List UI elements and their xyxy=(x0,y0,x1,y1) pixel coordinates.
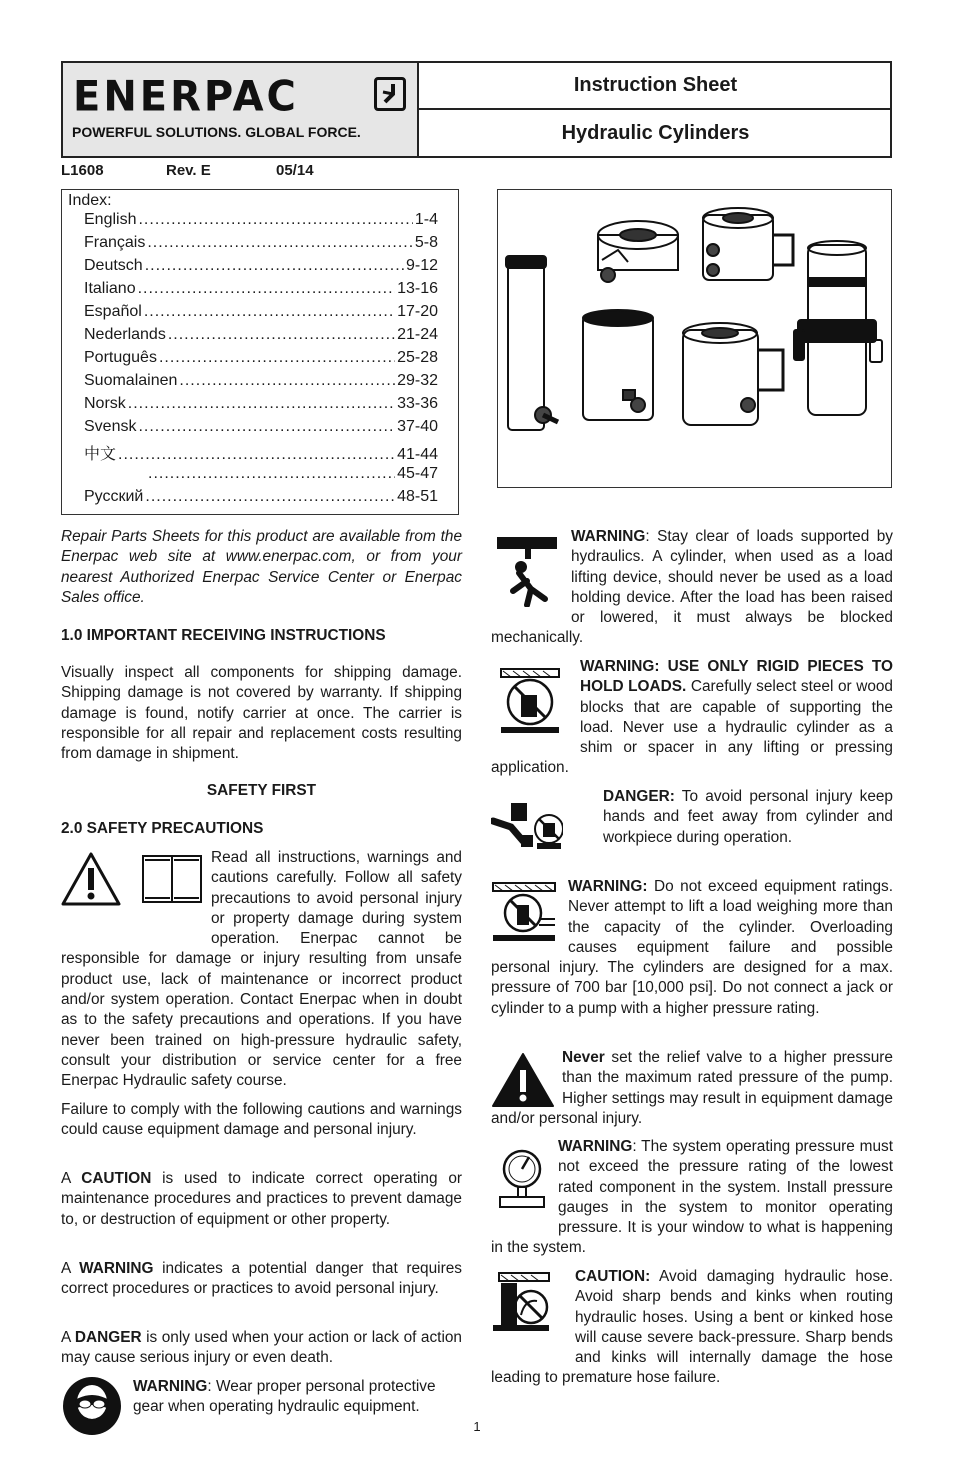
safety-precautions-text: Read all instructions, warnings and cautions carefully. Follow all safety precautions to avoid personal injury or property damage during system operation. Enerpac cannot be responsible for damage or injury resulting from unsafe product use, lack of maintenance or incorrect product and/or system operation. Contact Enerpac when in doubt as to the safety precautions and operations. If you have never been trained on high-pressure hydraulic safety, consult your distribution or service center for a free Enerpac Hydraulic safety course. xyxy=(61,849,462,1090)
warning-loads-text: : Stay clear of loads supported by hydraulics. A cylinder, when used as a load lifting device, should never be used as a load holding device. After the load has been raised or lowered, it must always be blocked mechanically. xyxy=(491,528,893,647)
document-subtitle: Hydraulic Cylinders xyxy=(561,121,750,144)
index-pages: 33-36 xyxy=(397,395,438,412)
index-entry xyxy=(84,326,438,348)
brand-tagline: POWERFUL SOLUTIONS. GLOBAL FORCE. xyxy=(72,124,361,140)
failure-comply-text: Failure to comply with the following cautions and warnings could cause equipment damage and personal injury. xyxy=(61,1101,462,1139)
index-pages: 45-47 xyxy=(397,465,438,482)
index-language: Français xyxy=(84,234,146,251)
index-leader-dots xyxy=(144,303,395,321)
hose-kink-icon xyxy=(491,1267,575,1349)
index-leader-dots xyxy=(138,280,395,298)
warning-loads-block xyxy=(491,527,893,649)
danger-hands-block xyxy=(491,787,893,848)
overload-icon xyxy=(491,877,568,939)
safety-first-heading: SAFETY FIRST xyxy=(206,782,317,799)
index-leader-dots xyxy=(159,349,395,367)
caution-label: CAUTION: xyxy=(575,1268,651,1285)
warning-ratings-text: Do not exceed equipment ratings. Never attempt to lift a load weighing more than the capacity of the cylinder. Overloading causes equipment failure and possible personal injury. The cylinders are designed for a max. pressure of 700 bar [10,000 psi]. Do not connect a jack or cylinder to a pump with a higher pressure rating. xyxy=(491,878,893,1017)
brand-mark-icon xyxy=(374,77,406,111)
index-language: Español xyxy=(84,303,142,320)
index-language: Nederlands xyxy=(84,326,166,343)
never-label: Never xyxy=(562,1049,605,1066)
index-leader-dots xyxy=(145,488,395,506)
receiving-instructions-text: Visually inspect all components for shipping damage. Shipping damage is not covered by warranty. If shipping damage is found, notify carrier at once. The carrier is responsible for all repair and replacement costs resulting from damage in shipment. xyxy=(61,664,462,763)
danger-definition: A DANGER is only used when your action or lack of action may cause serious injury or even death. xyxy=(61,1329,462,1367)
index-language: Русский xyxy=(84,488,144,505)
index-entry xyxy=(84,441,438,463)
index-pages: 9-12 xyxy=(405,257,438,274)
index-entry xyxy=(84,280,438,302)
warning-label: WARNING: USE ONLY RIGID PIECES TO HOLD LOADS. xyxy=(580,658,893,696)
falling-load-icon xyxy=(491,527,571,609)
index-entry xyxy=(84,465,438,487)
index-pages: 29-32 xyxy=(397,372,438,389)
danger-label: DANGER: xyxy=(603,788,675,805)
index-leader-dots xyxy=(147,234,413,252)
index-language: Italiano xyxy=(84,280,136,297)
index-leader-dots xyxy=(168,326,395,344)
caution-hose-text: Avoid damaging hydraulic hose. Avoid sharp bends and kinks when routing hydraulic hoses. Using a bent or kinked hose will cause severe back-pressure. Sharp bends and kinks will internally damage the hose leading to premature hose failure. xyxy=(491,1268,893,1387)
index-language: English xyxy=(84,211,137,228)
pressure-gauge-icon xyxy=(491,1137,558,1219)
caution-label: CAUTION xyxy=(81,1170,152,1187)
safety-icons xyxy=(61,848,211,930)
no-cylinder-shim-icon xyxy=(491,657,580,739)
header-block xyxy=(61,61,892,158)
index-language: Svensk xyxy=(84,418,137,435)
index-entry xyxy=(84,418,438,440)
index-language: Suomalainen xyxy=(84,372,178,389)
index-leader-dots xyxy=(145,257,404,275)
index-leader-dots xyxy=(138,211,412,229)
warning-rigid-pieces-text: Carefully select steel or wood blocks that are capable of supporting the load. Never use a hydraulic cylinder as a shim or spacer in any lifting or pressing application. xyxy=(491,678,893,777)
warning-label: WARNING xyxy=(558,1138,633,1155)
document-number: L1608 xyxy=(61,162,104,179)
caution-definition: A CAUTION is used to indicate correct operating or maintenance procedures and practices to prevent damage to, or destruction of equipment or other property. xyxy=(61,1170,463,1228)
caution-hose-block xyxy=(491,1267,893,1389)
index-pages: 48-51 xyxy=(397,488,438,505)
warning-label: WARNING xyxy=(79,1260,154,1277)
danger-label: DANGER xyxy=(74,1329,142,1346)
index-language: Norsk xyxy=(84,395,126,412)
index-entry xyxy=(84,395,438,417)
index-pages: 5-8 xyxy=(414,234,438,251)
logo-cell xyxy=(63,63,419,156)
keep-hands-away-icon xyxy=(491,787,603,847)
language-index xyxy=(61,189,459,515)
warning-pressure-block xyxy=(491,1137,893,1259)
index-language: Português xyxy=(84,349,157,366)
index-pages: 41-44 xyxy=(397,446,438,463)
index-language: Deutsch xyxy=(84,257,143,274)
index-language: 中文 xyxy=(84,446,117,463)
manual-book-icon xyxy=(143,856,201,902)
warning-pressure-text: : The system operating pressure must not exceed the pressure rating of the lowest rated component in the system. Install pressure gauges in the system to monitor operating pressure. It is your window to what is happening in the system. xyxy=(491,1138,893,1257)
index-entry xyxy=(84,257,438,279)
warning-label: WARNING: xyxy=(568,878,648,895)
warning-label: WARNING xyxy=(571,528,646,545)
danger-hands-text: To avoid personal injury keep hands and feet away from cylinder and workpiece during operation. xyxy=(603,788,893,846)
index-leader-dots xyxy=(138,418,395,436)
index-entry xyxy=(84,372,438,394)
index-entry xyxy=(84,234,438,256)
safety-precautions-block xyxy=(61,848,462,1092)
index-title: Index: xyxy=(68,192,112,209)
warning-triangle-icon xyxy=(63,854,119,904)
index-pages: 21-24 xyxy=(397,326,438,343)
index-pages: 37-40 xyxy=(397,418,438,435)
index-leader-dots xyxy=(128,395,395,413)
document-date: 05/14 xyxy=(276,162,314,179)
document-revision: Rev. E xyxy=(166,162,211,179)
index-leader-dots xyxy=(148,465,395,483)
index-pages: 13-16 xyxy=(397,280,438,297)
brand-logo: ENERPAC xyxy=(73,72,299,122)
index-leader-dots xyxy=(118,446,395,464)
document-title: Instruction Sheet xyxy=(419,63,892,110)
warning-definition: A WARNING indicates a potential danger that requires correct procedures or practices to avoid personal injury. xyxy=(61,1260,462,1298)
warning-label: WARNING xyxy=(133,1378,208,1395)
index-entry xyxy=(84,488,438,510)
repair-parts-note: Repair Parts Sheets for this product are available from the Enerpac web site at www.enerpac.com, or from your nearest Authorized Enerpac Service Center or Enerpac Sales office. xyxy=(61,528,462,606)
warning-triangle-icon xyxy=(491,1048,562,1108)
index-pages: 25-28 xyxy=(397,349,438,366)
product-illustration xyxy=(497,189,892,488)
index-leader-dots xyxy=(179,372,395,390)
section-heading-safety: 2.0 SAFETY PRECAUTIONS xyxy=(61,820,264,837)
ppe-warning: WARNING: Wear proper personal protective gear when operating hydraulic equipment. xyxy=(133,1378,436,1416)
hydraulic-cylinders-illustration xyxy=(498,190,891,487)
never-relief-valve-block xyxy=(491,1048,893,1129)
warning-rigid-pieces-block xyxy=(491,657,893,779)
index-entry xyxy=(84,349,438,371)
page-number: 1 xyxy=(473,1419,481,1434)
index-entry xyxy=(84,211,438,233)
never-relief-valve-text: set the relief valve to a higher pressure than the maximum rated pressure of the pump. Higher settings may result in equipment damage and/or personal injury. xyxy=(491,1049,893,1127)
index-pages: 1-4 xyxy=(414,211,438,228)
index-entry xyxy=(84,303,438,325)
section-heading-receiving: 1.0 IMPORTANT RECEIVING INSTRUCTIONS xyxy=(61,627,386,644)
warning-ratings-block xyxy=(491,877,893,1019)
index-pages: 17-20 xyxy=(397,303,438,320)
